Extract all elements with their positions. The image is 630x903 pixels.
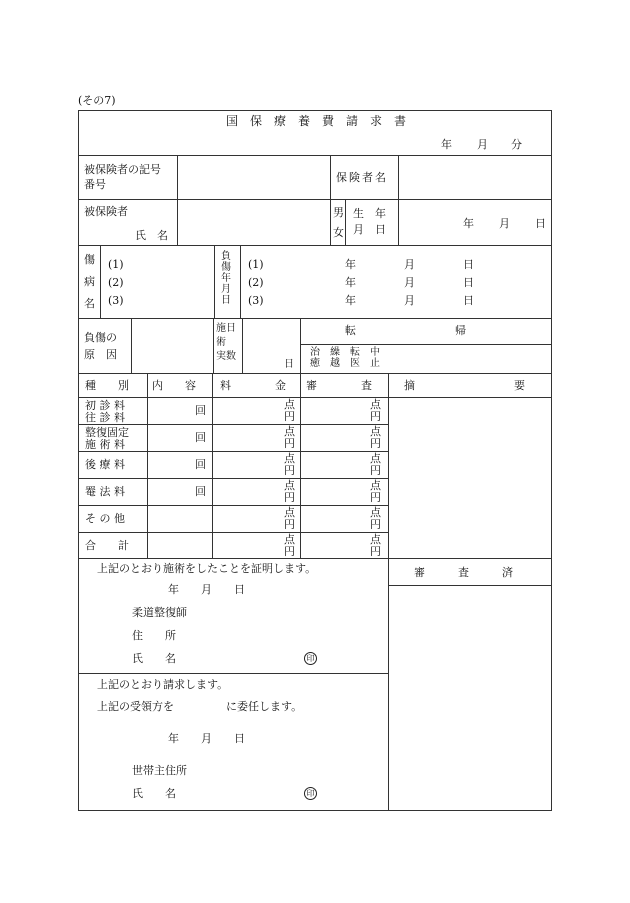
injury-date-label: 日 [221, 295, 231, 306]
period-suffix: 分 [511, 138, 522, 151]
injury-month: 月 [404, 258, 415, 271]
period-month: 月 [477, 138, 488, 151]
rule [78, 478, 388, 479]
practitioner-label: 柔道整復師 [132, 606, 187, 619]
point-unit: 点 [284, 479, 295, 492]
rule [300, 373, 301, 558]
point-unit: 点 [370, 506, 381, 519]
col-remarks: 摘 要 [404, 379, 525, 392]
seal-mark: 印 [304, 787, 317, 800]
insured-label: 被保険者 [84, 205, 128, 218]
request-date: 年 月 日 [168, 732, 245, 745]
injury-label: 病 [84, 275, 95, 288]
outcome-options: 治 繰 転 中 [310, 347, 380, 358]
yen-unit: 円 [370, 464, 381, 477]
name-label: 氏 名 [132, 652, 176, 665]
symbol-number-label: 被保険者の記号 [84, 163, 161, 176]
form-number: (その7) [78, 94, 116, 107]
rule [213, 318, 214, 373]
injury-month: 月 [404, 294, 415, 307]
rule [100, 245, 101, 318]
rule [78, 245, 552, 246]
injury-year: 年 [345, 276, 356, 289]
col-fee: 料 金 [220, 379, 286, 392]
point-unit: 点 [284, 425, 295, 438]
injury-item: (1) [108, 258, 124, 271]
certify-date: 年 月 日 [168, 583, 245, 596]
injury-label: 名 [84, 297, 95, 310]
row-label: 整復固定 [85, 426, 129, 439]
row-label: そ の 他 [85, 512, 125, 525]
rule [330, 155, 331, 245]
yen-unit: 円 [370, 410, 381, 423]
rule [78, 558, 552, 559]
rule [300, 344, 552, 345]
rule [78, 451, 388, 452]
treatment-days-label-3: 実数 [216, 351, 236, 362]
female-label: 女 [333, 226, 344, 239]
request-statement: 上記のとおり請求します。 [97, 678, 229, 691]
point-unit: 点 [370, 398, 381, 411]
rule [388, 373, 389, 811]
rule [78, 673, 388, 674]
injury-item: (3) [108, 294, 124, 307]
rule [212, 373, 213, 558]
rule [78, 532, 388, 533]
injury-date-label: 年 [221, 273, 231, 284]
cause-label: 負傷の [84, 331, 117, 344]
cause-label-2: 原 因 [84, 348, 117, 361]
injury-day: 日 [463, 258, 474, 271]
row-label-2: 施 術 料 [85, 438, 125, 451]
birth-label-2: 月 日 [353, 223, 386, 236]
delegate-suffix: に委任します。 [226, 700, 303, 713]
point-unit: 点 [370, 452, 381, 465]
injury-year: 年 [345, 258, 356, 271]
birth-label: 生 年 [353, 207, 386, 220]
point-unit: 点 [370, 479, 381, 492]
row-label: 後 療 料 [85, 458, 125, 471]
yen-unit: 円 [370, 491, 381, 504]
injury-date-item: (2) [248, 276, 264, 289]
rule [78, 397, 552, 398]
rule [78, 318, 552, 319]
yen-unit: 円 [284, 464, 295, 477]
delegate-prefix: 上記の受領方を [97, 700, 174, 713]
yen-unit: 円 [284, 545, 295, 558]
outcome-label: 転 帰 [345, 324, 466, 337]
injury-label: 傷 [84, 253, 95, 266]
rule [177, 155, 178, 245]
birth-month: 月 [499, 217, 510, 230]
form-title: 国保療養費請求書 [226, 114, 419, 128]
injury-date-item: (3) [248, 294, 264, 307]
injury-date-label: 傷 [221, 262, 231, 273]
injury-date-label: 負 [221, 251, 231, 262]
point-unit: 点 [284, 398, 295, 411]
injury-year: 年 [345, 294, 356, 307]
injury-date-item: (1) [248, 258, 264, 271]
seal-mark: 印 [304, 652, 317, 665]
yen-unit: 円 [284, 437, 295, 450]
point-unit: 点 [370, 425, 381, 438]
point-unit: 点 [284, 452, 295, 465]
male-label: 男 [333, 206, 344, 219]
col-review: 審 査 [306, 379, 372, 392]
householder-name-label: 氏 名 [132, 787, 176, 800]
row-unit: 回 [195, 404, 206, 417]
rule [78, 199, 552, 200]
rule [147, 373, 148, 558]
point-unit: 点 [370, 533, 381, 546]
injury-month: 月 [404, 276, 415, 289]
birth-year: 年 [463, 217, 474, 230]
col-type: 種 別 [85, 379, 129, 392]
row-label-2: 往 診 料 [85, 411, 125, 424]
rule [242, 318, 243, 373]
rule [78, 373, 552, 374]
row-label: 初 診 料 [85, 399, 125, 412]
treatment-days-label-2: 術 [216, 337, 226, 348]
rule [131, 318, 132, 373]
yen-unit: 円 [284, 518, 295, 531]
row-unit: 回 [195, 431, 206, 444]
injury-item: (2) [108, 276, 124, 289]
treatment-days-label: 施日 [216, 323, 236, 334]
yen-unit: 円 [370, 545, 381, 558]
frame-right [551, 110, 552, 811]
insurer-name-label: 保険者名 [336, 171, 388, 184]
frame-bottom [78, 810, 552, 811]
yen-unit: 円 [284, 491, 295, 504]
birth-day: 日 [535, 217, 546, 230]
rule [345, 199, 346, 245]
rule [300, 318, 301, 373]
row-unit: 回 [195, 485, 206, 498]
yen-unit: 円 [284, 410, 295, 423]
frame-top [78, 110, 552, 111]
symbol-number-label-2: 番号 [84, 178, 106, 191]
address-label: 住 所 [132, 629, 176, 642]
rule [214, 245, 215, 318]
days-unit: 日 [284, 359, 294, 370]
period-year: 年 [441, 138, 452, 151]
yen-unit: 円 [370, 518, 381, 531]
certify-statement: 上記のとおり施術をしたことを証明します。 [97, 562, 317, 575]
householder-label: 世帯主住所 [132, 764, 187, 777]
rule [398, 155, 399, 245]
point-unit: 点 [284, 533, 295, 546]
row-unit: 回 [195, 458, 206, 471]
point-unit: 点 [284, 506, 295, 519]
injury-date-label: 月 [221, 284, 231, 295]
rule [78, 505, 388, 506]
insured-name-label: 氏 名 [135, 229, 168, 242]
row-label: 罨 法 料 [85, 485, 125, 498]
rule [240, 245, 241, 318]
rule [78, 155, 552, 156]
col-content: 内 容 [152, 379, 196, 392]
injury-day: 日 [463, 294, 474, 307]
outcome-options-2: 癒 越 医 止 [310, 358, 380, 369]
rule [78, 424, 388, 425]
injury-day: 日 [463, 276, 474, 289]
frame-left [78, 110, 79, 811]
yen-unit: 円 [370, 437, 381, 450]
row-label: 合 計 [85, 539, 129, 552]
rule [388, 585, 552, 586]
review-done-label: 審 査 済 [414, 566, 513, 579]
